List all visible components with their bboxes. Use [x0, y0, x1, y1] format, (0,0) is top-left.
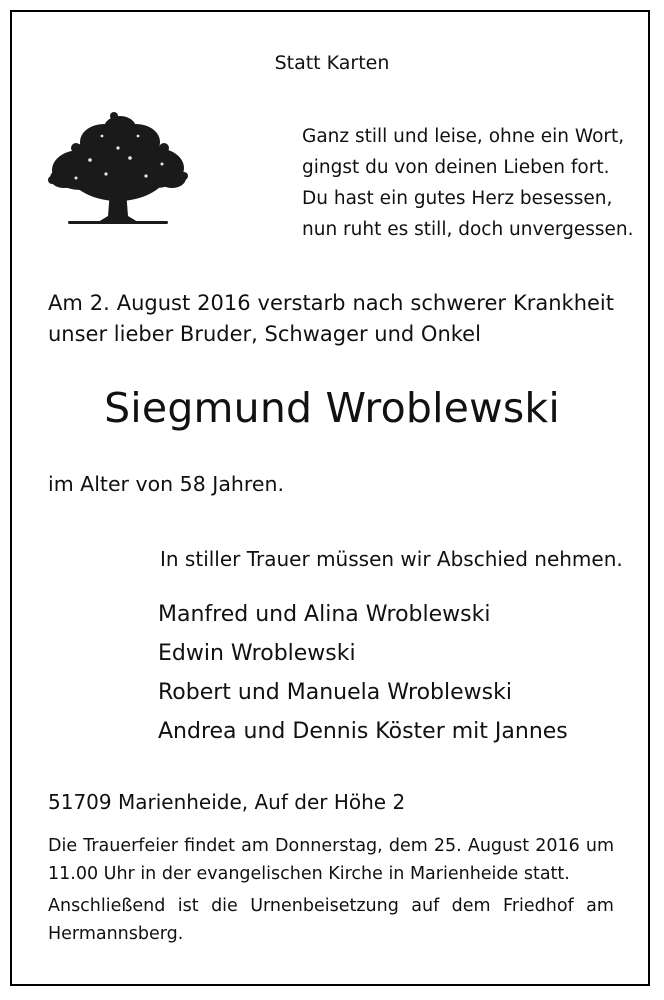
announcement-word: 2016: [197, 291, 251, 315]
service-word: am: [241, 836, 269, 856]
announcement-word: August: [116, 291, 191, 315]
tree-icon: [46, 112, 190, 230]
header-text: Statt Karten: [274, 52, 390, 74]
mourning-line: In stiller Trauer müssen wir Abschied nehmen.: [160, 547, 623, 571]
age-line: im Alter von 58 Jahren.: [48, 472, 284, 496]
service-word: Friedhof: [503, 896, 574, 916]
service-line: Hermannsberg.: [48, 924, 184, 944]
announcement-word: Krankheit: [512, 291, 614, 315]
service-word: dem: [388, 836, 428, 856]
service-word: 25.: [433, 836, 462, 856]
service-word: dem: [451, 896, 491, 916]
poem-line: Ganz still und leise, ohne ein Wort,: [302, 126, 625, 147]
service-line: [48, 892, 614, 920]
service-line: 11.00 Uhr in der evangelischen Kirche in Marienheide statt.: [48, 864, 570, 884]
survivor-name: Manfred und Alina Wroblewski: [158, 602, 491, 627]
service-word: um: [585, 836, 614, 856]
service-word: auf: [411, 896, 440, 916]
announcement-word: Am: [48, 291, 83, 315]
poem: [302, 121, 632, 245]
service-word: findet: [184, 836, 236, 856]
address-line: 51709 Marienheide, Auf der Höhe 2: [48, 790, 406, 814]
service-word: Anschließend: [48, 896, 166, 916]
service-word: Trauerfeier: [83, 836, 179, 856]
announcement-line: unser lieber Bruder, Schwager und Onkel: [48, 322, 481, 346]
announcement-word: verstarb: [257, 291, 346, 315]
survivor-name: Edwin Wroblewski: [158, 641, 356, 666]
service-word: Donnerstag,: [275, 836, 383, 856]
announcement-word: nach: [352, 291, 404, 315]
service-word: 2016: [535, 836, 580, 856]
service-line: [48, 832, 614, 860]
service-word: die: [211, 896, 238, 916]
service-word: August: [467, 836, 530, 856]
death-announcement: [48, 288, 614, 350]
announcement-word: 2.: [89, 291, 110, 315]
deceased-name: Siegmund Wroblewski: [104, 384, 560, 432]
announcement-line: [48, 288, 614, 319]
service-word: Urnenbeisetzung: [250, 896, 399, 916]
poem-line: Du hast ein gutes Herz besessen,: [302, 188, 613, 209]
announcement-word: schwerer: [410, 291, 507, 315]
survivor-name: Andrea und Dennis Köster mit Jannes: [158, 719, 568, 744]
service-word: ist: [177, 896, 199, 916]
survivor-name: Robert und Manuela Wroblewski: [158, 680, 512, 705]
service-word: Die: [48, 836, 78, 856]
service-word: am: [586, 896, 614, 916]
service-details: [48, 832, 614, 948]
poem-line: nun ruht es still, doch unvergessen.: [302, 219, 634, 240]
poem-line: gingst du von deinen Lieben fort.: [302, 157, 610, 178]
survivors-list: [158, 595, 568, 751]
